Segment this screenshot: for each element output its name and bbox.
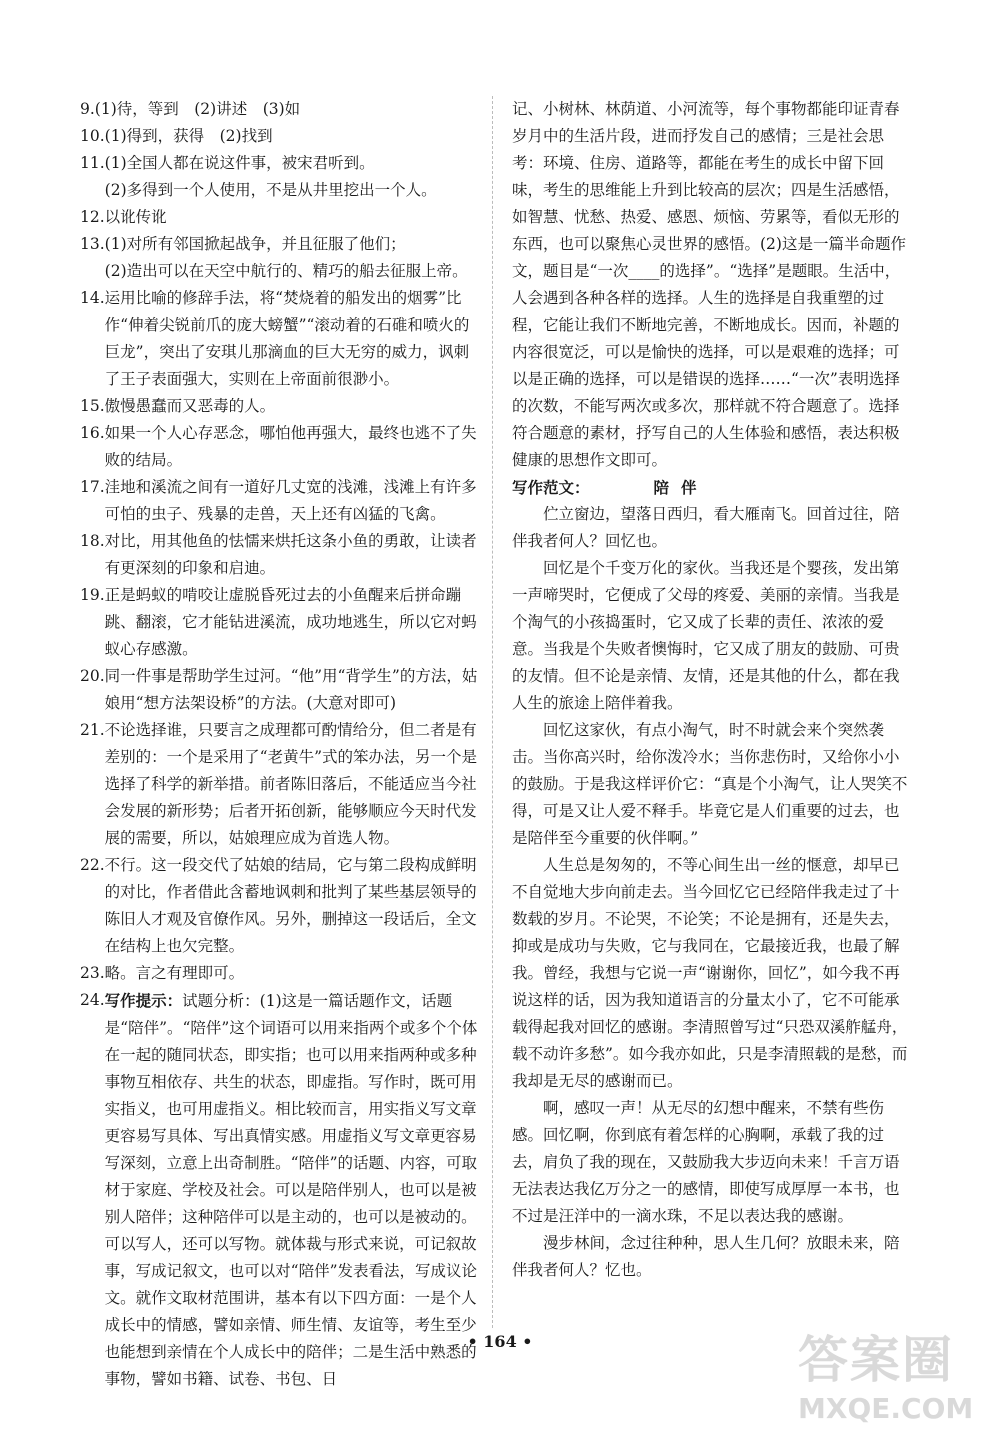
answer-text	[105, 717, 480, 852]
answer-text	[105, 393, 480, 420]
answer-text	[105, 258, 480, 285]
answer-line: (1)得到，获得 (2)找到	[104, 127, 273, 145]
answer-number: 10.	[80, 127, 105, 145]
answer-number: 13.	[80, 235, 105, 253]
answer-text	[105, 528, 480, 582]
answer-text	[105, 123, 480, 150]
answer-text	[105, 231, 480, 258]
answer-line: (2)造出可以在天空中航行的、精巧的船去征服上帝。	[104, 262, 468, 280]
column-divider	[492, 96, 493, 1328]
answer-item	[80, 663, 480, 717]
answer-number: 22.	[80, 856, 105, 874]
essay-paragraph: 回忆是个千变万化的家伙。当我还是个婴孩，发出第一声啼哭时，它便成了父母的疼爱、美丽的亲情。当我是个淘气的小孩捣蛋时，它又成了长辈的责任、浓浓的爱意。当我是个失败者懊悔时，它又成了朋友的鼓励、可贵的友情。但不论是亲情、友情，还是其他的什么，都在我人生的旅途上陪伴着我。	[512, 559, 900, 712]
answer-line: 试题分析：(1)这是一篇话题作文，话题是“陪伴”。“陪伴”这个词语可以用来指两个或多个个体在一起的随同状态，即实指；也可以用来指两种或多种事物互相依存、共生的状态，即虚指。写作时，既可用实指义，也可用虚指义。相比较而言，用实指义写文章更容易写具体、写出真情实感。用虚指义写文章更容易写深刻，立意上出奇制胜。“陪伴”的话题、内容，可取材于家庭、学校及社会。可以是陪伴别人，也可以是被别人陪伴；这种陪伴可以是主动的，也可以是被动的。可以写人，还可以写物。就体裁与形式来说，可记叙故事，写成记叙文，也可以对“陪伴”发表看法，写成议论文。就作文取材范围讲，基本有以下四方面：一是个人成长中的情感，譬如亲情、师生情、友谊等，考生至少也能想到亲情在个人成长中的陪伴；二是生活中熟悉的事物，譬如书籍、试卷、书包、日	[104, 992, 478, 1388]
answer-number: 20.	[80, 667, 105, 685]
essay-paragraph: 回忆这家伙，有点小淘气，时不时就会来个突然袭击。当你高兴时，给你泼冷水；当你悲伤时，又给你小小的鼓励。于是我这样评价它：“真是个小淘气，让人哭笑不得，可是又让人爱不释手。毕竟它是人们重要的过去，也是陪伴至今重要的伙伴啊。”	[512, 721, 908, 847]
essay-paragraph: 漫步林间，念过往种种，思人生几何？放眼未来，陪伴我者何人？忆也。	[512, 1234, 900, 1279]
answer-text	[105, 663, 480, 717]
answer-text	[105, 474, 480, 528]
answer-text	[105, 960, 480, 987]
watermark-logo-top: 答案圈	[798, 1331, 954, 1389]
answer-number: 17.	[80, 478, 105, 496]
answer-text	[105, 204, 480, 231]
answer-number: 19.	[80, 586, 105, 604]
answer-item	[80, 852, 480, 960]
answer-line: 同一件事是帮助学生过河。“他”用“背学生”的方法，姑娘用“想方法架设桥”的方法。(大意对即可)	[104, 667, 478, 712]
answer-number: 23.	[80, 964, 105, 982]
right-column	[512, 96, 908, 1284]
answer-number: 14.	[80, 289, 105, 307]
answer-line: (1)待，等到 (2)讲述 (3)如	[94, 100, 301, 118]
essay-paragraph: 人生总是匆匆的，不等心间生出一丝的惬意，却早已不自觉地大步向前走去。当今回忆它已经陪伴我走过了十数载的岁月。不论哭，不论笑；不论是拥有，还是失去，抑或是成功与失败，它与我同在，它最接近我，也最了解我。曾经，我想与它说一声“谢谢你，回忆”，如今我不再说这样的话，因为我知道语言的分量太小了，它不可能承载得起我对回忆的感谢。李清照曾写过“只恐双溪舴艋舟，载不动许多愁”。如今我亦如此，只是李清照载的是愁，而我却是无尽的感谢而已。	[512, 856, 908, 1090]
watermark-logo-bottom: MXQE.COM	[798, 1392, 974, 1425]
answer-number: 11.	[80, 154, 105, 172]
answer-text	[105, 420, 480, 474]
answer-item	[80, 231, 480, 285]
page-number: • 164 •	[467, 1332, 533, 1351]
answer-item	[80, 150, 480, 204]
answer-number: 15.	[80, 397, 105, 415]
answer-text	[105, 150, 480, 177]
answer-number: 18.	[80, 532, 105, 550]
answer-line: 如果一个人心存恶念，哪怕他再强大，最终也逃不了失败的结局。	[104, 424, 477, 469]
essay-heading	[512, 474, 908, 501]
answer-prefix: 写作提示：	[104, 991, 183, 1010]
answer-item	[80, 960, 480, 987]
answer-item	[80, 528, 480, 582]
answer-text	[105, 177, 480, 204]
answer-line: (2)多得到一个人使用，不是从井里挖出一个人。	[104, 181, 437, 199]
answer-item	[80, 474, 480, 528]
essay-paragraph: 伫立窗边，望落日西归，看大雁南飞。回首过往，陪伴我者何人？回忆也。	[512, 505, 900, 550]
answer-number: 16.	[80, 424, 105, 442]
left-column	[80, 96, 480, 1393]
answer-line: 略。言之有理即可。	[104, 964, 245, 982]
answer-number: 21.	[80, 721, 105, 739]
answer-line: 不论选择谁，只要言之成理都可酌情给分，但二者是有差别的：一个是采用了“老黄牛”式的笨办法，另一个是选择了科学的新举措。前者陈旧落后，不能适应当今社会发展的新形势；后者开拓创新，能够顺应今天时代发展的需要，所以，姑娘理应成为首选人物。	[104, 721, 478, 847]
answer-line: 不行。这一段交代了姑娘的结局，它与第二段构成鲜明的对比，作者借此含蓄地讽刺和批判了某些基层领导的陈旧人才观及官僚作风。另外，删掉这一段话后，全文在结构上也欠完整。	[104, 856, 477, 955]
answer-number: 9.	[80, 100, 95, 118]
answer-text	[105, 582, 480, 663]
answer-number: 12.	[80, 208, 105, 226]
answer-line: 运用比喻的修辞手法，将“焚烧着的船发出的烟雾”比作“伸着尖锐前爪的庞大螃蟹”“滚动着的石碓和喷火的巨龙”，突出了安琪儿那滴血的巨大无穷的威力，讽刺了王子表面强大，实则在上帝面前很渺小。	[104, 289, 470, 388]
essay-label: 写作范文：	[512, 478, 590, 497]
answer-line: 正是蚂蚁的啃咬让虚脱昏死过去的小鱼醒来后拼命蹦跳、翻滚，它才能钻进溪流，成功地逃生，所以它对蚂蚁心存感激。	[104, 586, 477, 658]
answer-text	[105, 852, 480, 960]
answer-item	[80, 393, 480, 420]
essay-body	[512, 501, 908, 1284]
answer-item	[80, 96, 480, 123]
answer-item	[80, 204, 480, 231]
essay-title: 陪伴	[653, 478, 709, 497]
answer-item	[80, 285, 480, 393]
essay-paragraph: 啊，感叹一声！从无尽的幻想中醒来，不禁有些伤感。回忆啊，你到底有着怎样的心胸啊，承载了我的过去，肩负了我的现在，又鼓励我大步迈向未来！千言万语无法表达我亿万分之一的感情，即使写成厚厚一本书，也不过是汪洋中的一滴水珠，不足以表达我的感谢。	[512, 1099, 900, 1225]
answer-line: (1)全国人都在说这件事，被宋君听到。	[104, 154, 375, 172]
answer-line: 傲慢愚蠢而又恶毒的人。	[104, 397, 276, 415]
answer-item	[80, 123, 480, 150]
answer-line: 以讹传讹	[104, 208, 167, 226]
answer-number: 24.	[80, 991, 105, 1009]
answer-item	[80, 420, 480, 474]
watermark-logo	[798, 1320, 988, 1432]
answer-line: 对比，用其他鱼的怯懦来烘托这条小鱼的勇敢，让读者有更深刻的印象和启迪。	[104, 532, 477, 577]
writing-analysis-continued: 记、小树林、林荫道、小河流等，每个事物都能印证青春岁月中的生活片段，进而抒发自己的感情；三是社会思考：环境、住房、道路等，都能在考生的成长中留下回味，考生的思维能上升到比较高的层次；四是生活感悟，如智慧、忧愁、热爱、感恩、烦恼、劳累等，看似无形的东西，也可以聚焦心灵世界的感悟。(2)这是一篇半命题作文，题目是“一次____的选择”。“选择”是题眼。生活中，人会遇到各种各样的选择。人生的选择是自我重塑的过程，它能让我们不断地完善，不断地成长。因而，补题的内容很宽泛，可以是愉快的选择，可以是艰难的选择；可以是正确的选择，可以是错误的选择……“一次”表明选择的次数，不能写两次或多次，那样就不符合题意了。选择符合题意的素材，抒写自己的人生体验和感悟，表达积极健康的思想作文即可。	[512, 100, 906, 469]
answer-text	[105, 285, 480, 393]
answer-item	[80, 582, 480, 663]
answer-line: 洼地和溪流之间有一道好几丈宽的浅滩，浅滩上有许多可怕的虫子、残暴的走兽，天上还有凶猛的飞禽。	[104, 478, 477, 523]
answer-line: (1)对所有邻国掀起战争，并且征服了他们；	[104, 235, 406, 253]
answer-item	[80, 717, 480, 852]
answer-text	[95, 96, 480, 123]
